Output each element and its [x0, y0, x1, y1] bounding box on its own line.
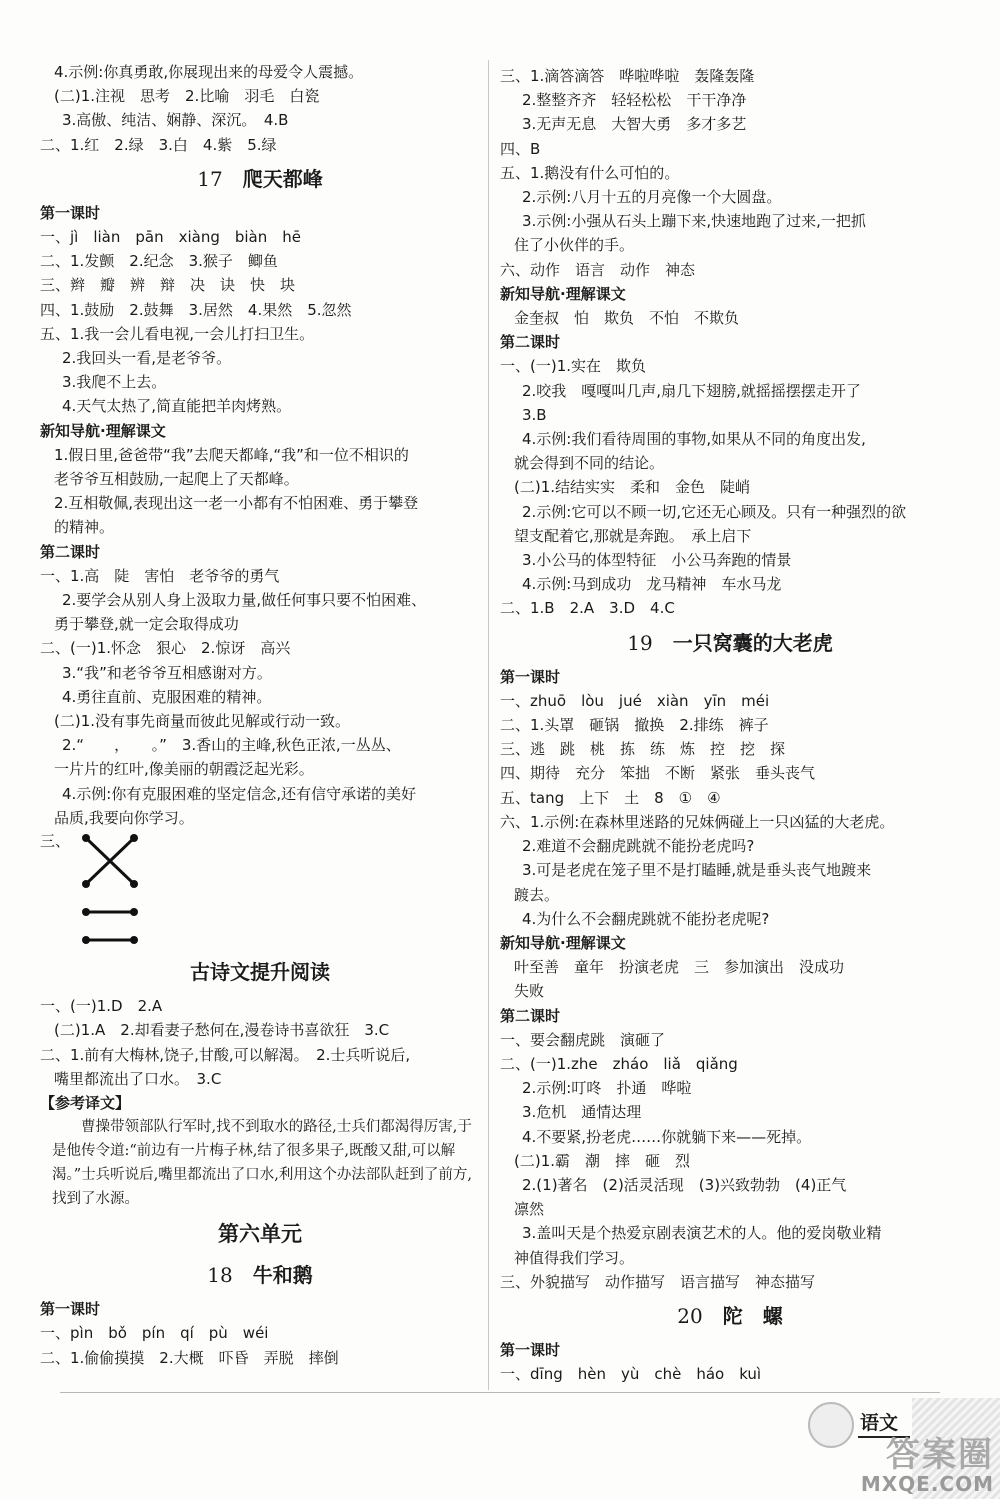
answer-line: 2.“ ， 。” 3.香山的主峰,秋色正浓,一丛丛、 [62, 736, 401, 755]
left-column [40, 60, 480, 1370]
answer-line: 失败 [514, 982, 545, 1001]
answer-line: 4.示例:你有克服困难的坚定信念,还有信守承诺的美好 [62, 784, 417, 803]
answer-line: 一、jì liàn pān xiàng biàn hē [40, 228, 301, 247]
section-heading: 新知导航·理解课文 [40, 421, 166, 440]
matching-diagram [40, 830, 480, 950]
answer-line: 4.为什么不会翻虎跳就不能扮老虎呢? [522, 909, 770, 928]
answer-line: 2.示例:它可以不顾一切,它还无心顾及。只有一种强烈的欲 [522, 502, 907, 521]
answer-line: 三、外貌描写 动作描写 语言描写 神态描写 [500, 1272, 816, 1291]
answer-line: 一、(一)1.实在 欺负 [500, 357, 647, 376]
answer-line: 六、动作 语言 动作 神态 [500, 260, 696, 279]
answer-line: 一、pìn bǒ pín qí pù wéi [40, 1324, 269, 1343]
answer-line: 三、 [40, 832, 71, 851]
answer-line: 就会得到不同的结论。 [514, 454, 665, 473]
lesson-number: 17 [197, 166, 223, 191]
answer-line: 一、要会翻虎跳 演砸了 [500, 1030, 666, 1049]
answer-line: 2.(1)著名 (2)活灵活现 (3)兴致勃勃 (4)正气 [522, 1175, 847, 1194]
section-heading: 第一课时 [500, 1340, 561, 1359]
answer-line: 3.“我”和老爷爷互相感谢对方。 [62, 663, 272, 682]
answer-line: 2.要学会从别人身上汲取力量,做任何事只要不怕困难、 [62, 591, 427, 610]
answer-line: 3.B [522, 405, 547, 424]
section-heading: 第一课时 [40, 1300, 101, 1319]
right-column [500, 64, 960, 1386]
section-heading: 第一课时 [40, 203, 101, 222]
section-heading: 第二课时 [500, 1006, 561, 1025]
answer-line: 叶至善 童年 扮演老虎 三 参加演出 没成功 [514, 958, 845, 977]
lesson-19-title [500, 625, 960, 661]
answer-line: 3.示例:小强从石头上蹦下来,快速地跑了过来,一把抓 [522, 212, 866, 231]
answer-line: 4.勇往直前、克服困难的精神。 [62, 687, 272, 706]
answer-line: 3.小公马的体型特征 小公马奔跑的情景 [522, 551, 792, 570]
answer-line: 3.盖叫天是个热爱京剧表演艺术的人。他的爱岗敬业精 [522, 1224, 882, 1243]
answer-line: 四、B [500, 139, 541, 158]
answer-line: 二、(一)1.怀念 狠心 2.惊讶 高兴 [40, 639, 291, 658]
answer-line: 住了小伙伴的手。 [514, 236, 635, 255]
answer-line: (二)1.A 2.却看妻子愁何在,漫卷诗书喜欲狂 3.C [54, 1021, 390, 1040]
section-heading: 第一课时 [500, 667, 561, 686]
watermark-url: MXQE.COM [860, 1472, 994, 1496]
answer-line: 二、1.B 2.A 3.D 4.C [500, 599, 675, 618]
answer-line: 二、(一)1.zhe zháo liǎ qiǎng [500, 1054, 738, 1073]
answer-line: 二、1.发颤 2.纪念 3.猴子 鲫鱼 [40, 252, 278, 271]
subject-label: 语文 [860, 1412, 899, 1434]
section-heading: 第二课时 [40, 542, 101, 561]
reference-heading: 【参考译文】 [40, 1093, 131, 1112]
answer-line: 一、1.高 陡 害怕 老爷爷的勇气 [40, 566, 280, 585]
answer-line: 嘴里都流出了口水。 3.C [54, 1069, 222, 1088]
answer-line: 3.高傲、纯洁、娴静、深沉。 4.B [62, 111, 289, 130]
answer-line: 2.互相敬佩,表现出这一老一小都有不怕困难、勇于攀登 [54, 494, 419, 513]
matching-lines [40, 830, 160, 950]
footer-rule [60, 1392, 940, 1393]
answer-line: 2.示例:叮咚 扑通 哗啦 [522, 1079, 692, 1098]
lesson-17-title [40, 161, 480, 197]
section-heading: 新知导航·理解课文 [500, 933, 626, 952]
answer-line: 二、1.头罩 砸锅 撤换 2.排练 裤子 [500, 716, 769, 735]
lesson-18-title [40, 1257, 480, 1293]
answer-line: 三、逃 跳 桃 拣 练 炼 控 挖 探 [500, 740, 786, 759]
answer-line: 3.我爬不上去。 [62, 373, 167, 392]
answer-line: 二、1.红 2.绿 3.白 4.紫 5.绿 [40, 135, 277, 154]
answer-line: 4.示例:你真勇敢,你展现出来的母爱令人震撼。 [54, 63, 364, 81]
mascot-icon [808, 1402, 854, 1448]
answer-line: 踱去。 [514, 885, 560, 904]
lesson-name: 牛和鹅 [252, 1263, 313, 1288]
answer-line: 2.我回头一看,是老爷爷。 [62, 349, 232, 368]
section-heading: 第二课时 [500, 333, 561, 352]
watermark [861, 1437, 994, 1495]
lesson-number: 19 [627, 630, 653, 655]
lesson-number: 20 [677, 1303, 703, 1328]
answer-line: 的精神。 [54, 518, 115, 537]
answer-line: 2.咬我 嘎嘎叫几声,扇几下翅膀,就摇摇摆摆走开了 [522, 381, 861, 400]
column-divider [488, 60, 489, 1390]
answer-line: 一片片的红叶,像美丽的朝霞泛起光彩。 [54, 760, 314, 779]
watermark-text: 答案圈 [886, 1435, 994, 1475]
answer-line: 4.天气太热了,简直能把羊肉烤熟。 [62, 397, 292, 416]
answer-line: 金奎叔 怕 欺负 不怕 不欺负 [514, 309, 740, 328]
answer-line: 五、1.我一会儿看电视,一会儿打扫卫生。 [40, 324, 315, 343]
answer-line: 一、zhuō lòu jué xiàn yīn méi [500, 691, 770, 710]
answer-line: 二、1.偷偷摸摸 2.大概 吓昏 弄脱 摔倒 [40, 1348, 339, 1367]
lesson-number: 18 [207, 1263, 233, 1288]
lesson-name: 爬天都峰 [242, 166, 323, 191]
lesson-20-title [500, 1298, 960, 1334]
answer-line: 六、1.示例:在森林里迷路的兄妹俩碰上一只凶猛的大老虎。 [500, 812, 895, 831]
answer-line: 二、1.前有大梅林,饶子,甘酸,可以解渴。 2.士兵听说后, [40, 1045, 411, 1064]
answer-line: 3.无声无息 大智大勇 多才多艺 [522, 115, 747, 134]
answer-line: 四、期待 充分 笨拙 不断 紧张 垂头丧气 [500, 764, 816, 783]
answer-line: 老爷爷互相鼓励,一起爬上了天都峰。 [54, 470, 299, 489]
answer-line: (二)1.没有事先商量而彼此见解或行动一致。 [54, 712, 351, 731]
section-title: 古诗文提升阅读 [190, 960, 330, 985]
answer-line: 品质,我要向你学习。 [54, 808, 194, 827]
answer-line: 望支配着它,那就是奔跑。 承上启下 [514, 526, 752, 545]
lesson-name: 陀 螺 [722, 1303, 783, 1328]
answer-line: 4.不要紧,扮老虎……你就躺下来——死掉。 [522, 1127, 812, 1146]
answer-line: (二)1.注视 思考 2.比喻 羽毛 白瓷 [54, 87, 320, 106]
answer-line: 3.可是老虎在笼子里不是打瞌睡,就是垂头丧气地踱来 [522, 861, 872, 880]
answer-line: (二)1.霸 潮 摔 砸 烈 [514, 1151, 691, 1170]
answer-line: 三、辫 瓣 辨 辩 决 诀 快 块 [40, 276, 296, 295]
reference-translation: 曹操带领部队行军时,找不到取水的路径,士兵们都渴得厉害,于是他传令道:“前边有一片梅子林,结了很多果子,既酸又甜,可以解渴。”士兵听说后,嘴里都流出了口水,利用这个办法部队赶到了前方,找到了水源。 [52, 1119, 472, 1208]
answer-line: 神值得我们学习。 [514, 1248, 635, 1267]
answer-line: 1.假日里,爸爸带“我”去爬天都峰,“我”和一位不相识的 [54, 445, 409, 464]
answer-line: 三、1.滴答滴答 哗啦哗啦 轰隆轰隆 [500, 67, 755, 85]
section-heading: 新知导航·理解课文 [500, 284, 626, 303]
answer-line: 五、1.鹅没有什么可怕的。 [500, 163, 680, 182]
answer-line: (二)1.结结实实 柔和 金色 陡峭 [514, 478, 751, 497]
answer-line: 2.示例:八月十五的月亮像一个大圆盘。 [522, 188, 782, 207]
answer-line: 一、(一)1.D 2.A [40, 997, 163, 1016]
answer-line: 2.难道不会翻虎跳就不能扮老虎吗? [522, 837, 755, 856]
answer-line: 一、dīng hèn yù chè háo kuì [500, 1365, 762, 1384]
unit-title: 第六单元 [218, 1221, 302, 1247]
lesson-name: 一只窝囊的大老虎 [672, 630, 833, 655]
answer-line: 3.危机 通情达理 [522, 1103, 642, 1122]
answer-line: 2.整整齐齐 轻轻松松 干干净净 [522, 91, 747, 110]
answer-line: 凛然 [514, 1200, 545, 1219]
answer-line: 四、1.鼓励 2.鼓舞 3.居然 4.果然 5.忽然 [40, 300, 352, 319]
answer-line: 勇于攀登,就一定会取得成功 [54, 615, 239, 634]
answer-line: 五、tang 上下 土 8 ① ④ [500, 788, 721, 807]
answer-line: 4.示例:马到成功 龙马精神 车水马龙 [522, 575, 782, 594]
answer-line: 4.示例:我们看待周围的事物,如果从不同的角度出发, [522, 430, 866, 449]
